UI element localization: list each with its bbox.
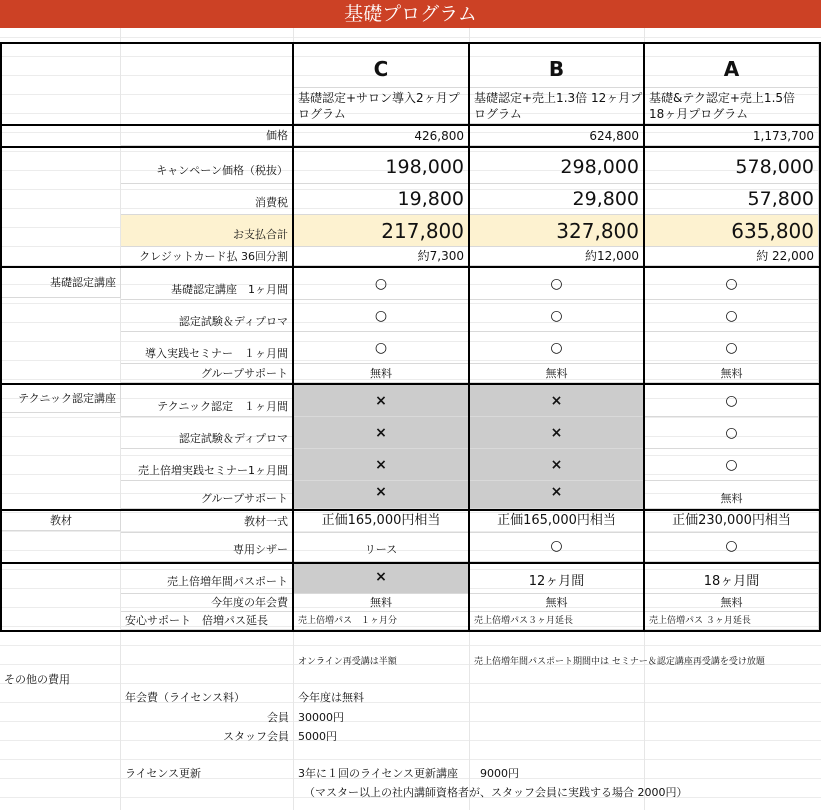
tech-3-c: × <box>294 481 469 509</box>
tech-item-label: テクニック認定 １ヶ月間 <box>121 385 293 417</box>
credit-a: 約 22,000 <box>645 247 819 266</box>
basic-item-label: 導入実践セミナー １ヶ月間 <box>121 332 293 364</box>
basic-1-b: ○ <box>470 300 644 332</box>
basic-3-b: 無料 <box>470 364 644 383</box>
tech-1-c: × <box>294 417 469 449</box>
passport-b: 12ヶ月間 <box>470 564 644 594</box>
passport-c: × <box>294 564 469 594</box>
tech-3-b: × <box>470 481 644 509</box>
tier-a-desc: 基礎&テク認定+売上1.5倍 18ヶ月プログラム <box>645 88 819 124</box>
total-a: 635,800 <box>645 215 819 247</box>
basic-3-c: 無料 <box>294 364 469 383</box>
basic-item-label: 基礎認定講座 1ヶ月間 <box>121 268 293 300</box>
total-b: 327,800 <box>470 215 644 247</box>
note-online: オンライン再受講は半額 <box>298 657 397 667</box>
tech-1-a: ○ <box>645 417 819 449</box>
campaign-label: キャンペーン価格（税抜） <box>121 148 293 184</box>
license-value: 3年に１回のライセンス更新講座 9000円 <box>298 767 520 780</box>
total-label: お支払合計 <box>121 215 293 247</box>
materials-0-a: 正価230,000円相当 <box>645 511 819 533</box>
tech-0-c: × <box>294 385 469 417</box>
staff-value: 5000円 <box>298 730 337 743</box>
page-title: 基礎プログラム <box>0 0 821 28</box>
materials-item-label: 専用シザー <box>121 533 293 562</box>
annual-fee-a: 無料 <box>645 594 819 612</box>
credit-c: 約7,300 <box>294 247 469 266</box>
tech-0-b: × <box>470 385 644 417</box>
price-a: 1,173,700 <box>645 126 819 146</box>
campaign-a: 578,000 <box>645 148 819 184</box>
license-note: （マスター以上の社内講師資格者が、スタッフ会員に実践する場合 2000円） <box>304 786 688 799</box>
staff-label: スタッフ会員 <box>223 730 289 743</box>
basic-2-b: ○ <box>470 332 644 364</box>
member-value: 30000円 <box>298 711 344 724</box>
tech-item-label: 売上倍増実践セミナー1ヶ月間 <box>121 449 293 481</box>
basic-item-label: 認定試験＆ディプロマ <box>121 300 293 332</box>
tier-c-desc: 基礎認定+サロン導入2ヶ月プログラム <box>294 88 469 124</box>
tier-b-desc: 基礎認定+売上1.3倍 12ヶ月プログラム <box>470 88 644 124</box>
fee-value: 今年度は無料 <box>298 691 364 704</box>
materials-0-b: 正価165,000円相当 <box>470 511 644 533</box>
tax-b: 29,800 <box>470 184 644 215</box>
tech-3-a: 無料 <box>645 481 819 509</box>
tier-c-letter: C <box>294 44 469 88</box>
fee-label: 年会費（ライセンス料） <box>125 691 246 704</box>
tax-label: 消費税 <box>121 184 293 215</box>
basic-2-c: ○ <box>294 332 469 364</box>
campaign-c: 198,000 <box>294 148 469 184</box>
support-label: 安心サポート 倍増パス延長 <box>121 612 293 630</box>
materials-1-b: ○ <box>470 533 644 562</box>
tech-item-label: グループサポート <box>121 481 293 509</box>
tech-section-label: テクニック認定講座 <box>2 385 121 413</box>
passport-a: 18ヶ月間 <box>645 564 819 594</box>
credit-b: 約12,000 <box>470 247 644 266</box>
member-label: 会員 <box>267 711 289 724</box>
basic-section-label: 基礎認定講座 <box>2 268 121 298</box>
support-a: 売上倍増パス ３ヶ月延長 <box>645 612 819 630</box>
license-label: ライセンス更新 <box>125 767 202 780</box>
annual-fee-label: 今年度の年会費 <box>121 594 293 612</box>
support-c: 売上倍増パス １ヶ月分 <box>294 612 469 630</box>
tech-2-c: × <box>294 449 469 481</box>
basic-0-c: ○ <box>294 268 469 300</box>
support-b: 売上倍増パス３ヶ月延長 <box>470 612 644 630</box>
other-costs-heading: その他の費用 <box>4 673 70 686</box>
basic-1-c: ○ <box>294 300 469 332</box>
tech-2-a: ○ <box>645 449 819 481</box>
materials-section-label: 教材 <box>2 511 121 531</box>
basic-1-a: ○ <box>645 300 819 332</box>
annual-fee-c: 無料 <box>294 594 469 612</box>
price-label: 価格 <box>121 126 293 146</box>
total-c: 217,800 <box>294 215 469 247</box>
tech-0-a: ○ <box>645 385 819 417</box>
tech-item-label: 認定試験＆ディプロマ <box>121 417 293 449</box>
tech-1-b: × <box>470 417 644 449</box>
materials-1-c: リース <box>294 533 469 562</box>
basic-2-a: ○ <box>645 332 819 364</box>
passport-label: 売上倍増年間パスポート <box>121 564 293 594</box>
tax-a: 57,800 <box>645 184 819 215</box>
materials-0-c: 正価165,000円相当 <box>294 511 469 533</box>
annual-fee-b: 無料 <box>470 594 644 612</box>
materials-1-a: ○ <box>645 533 819 562</box>
materials-item-label: 教材一式 <box>121 511 293 533</box>
price-c: 426,800 <box>294 126 469 146</box>
tier-b-letter: B <box>470 44 644 88</box>
basic-0-a: ○ <box>645 268 819 300</box>
tax-c: 19,800 <box>294 184 469 215</box>
note-passport: 売上倍増年間パスポート期間中は セミナー＆認定講座再受講を受け放題 <box>474 657 765 667</box>
basic-3-a: 無料 <box>645 364 819 383</box>
tier-a-letter: A <box>645 44 819 88</box>
basic-0-b: ○ <box>470 268 644 300</box>
credit-label: クレジットカード払 36回分割 <box>121 247 293 266</box>
campaign-b: 298,000 <box>470 148 644 184</box>
basic-item-label: グループサポート <box>121 364 293 383</box>
tech-2-b: × <box>470 449 644 481</box>
price-b: 624,800 <box>470 126 644 146</box>
